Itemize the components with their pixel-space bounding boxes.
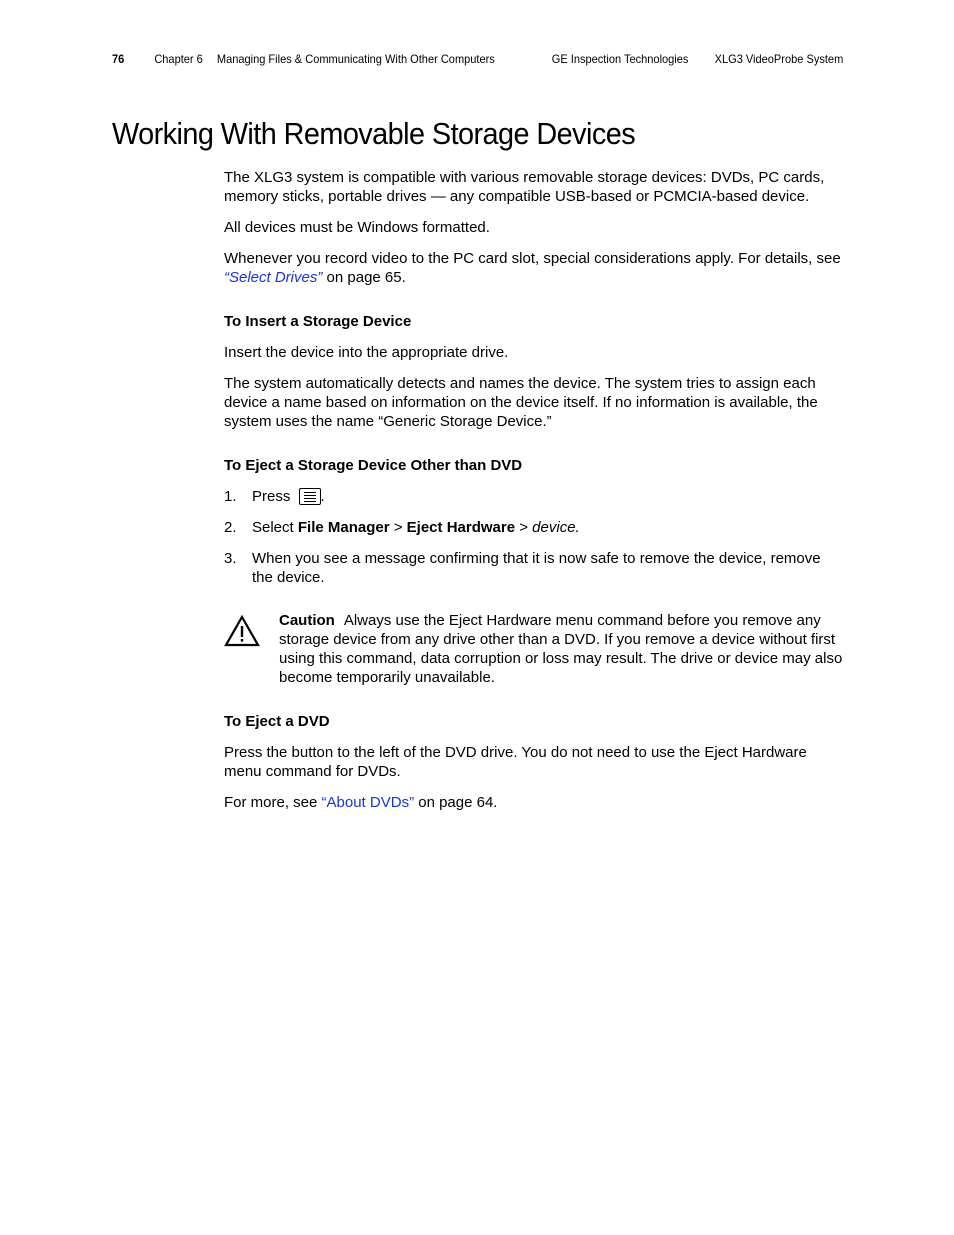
page-title: Working With Removable Storage Devices	[112, 116, 636, 151]
eject-steps	[224, 487, 844, 587]
insert-heading: To Insert a Storage Device	[224, 313, 412, 330]
dvd-reference-page: on page 64.	[414, 794, 498, 811]
chapter-label: Chapter 6	[154, 52, 203, 66]
menu-separator: >	[515, 519, 533, 536]
menu-button-icon	[299, 488, 321, 505]
step-number: 2.	[224, 519, 237, 536]
eject-step-2	[224, 518, 844, 537]
dvd-reference-text: For more, see	[224, 794, 322, 811]
insert-detection-note: The system automatically detects and names the device. The system tries to assign each device a name based on information on the device itself. If no information is available, the system uses the name “Generic Storage Device.”	[224, 375, 818, 430]
pc-card-note-page: on page 65.	[322, 269, 406, 286]
dvd-instructions: Press the button to the left of the DVD drive. You do not need to use the Eject Hardware menu command for DVDs.	[224, 744, 807, 780]
company-name: GE Inspection Technologies	[551, 52, 689, 66]
pc-card-note	[224, 249, 844, 287]
menu-separator: >	[389, 519, 407, 536]
chapter-title: Managing Files & Communicating With Other Computers	[216, 52, 495, 66]
about-dvds-link[interactable]: “About DVDs”	[321, 794, 415, 811]
pc-card-note-text: Whenever you record video to the PC card slot, special considerations apply. For details, see	[224, 250, 841, 267]
running-header	[112, 52, 844, 70]
eject-step-3	[224, 549, 844, 587]
step-text: Select	[252, 519, 298, 536]
eject-step-1	[224, 487, 844, 506]
step-text: When you see a message confirming that it is now safe to remove the device, remove the device.	[252, 550, 821, 586]
dvd-reference	[224, 793, 844, 812]
step-end: .	[320, 488, 325, 505]
main-content	[224, 168, 844, 824]
device-placeholder: device.	[532, 519, 580, 536]
page-number: 76	[112, 52, 125, 66]
file-manager-menu: File Manager	[297, 519, 390, 536]
eject-heading: To Eject a Storage Device Other than DVD	[224, 457, 523, 474]
intro-paragraph: The XLG3 system is compatible with various removable storage devices: DVDs, PC cards, memory sticks, portable drives — any compatible USB-based or PCMCIA-based device.	[224, 169, 825, 205]
windows-format-note: All devices must be Windows formatted.	[224, 219, 490, 236]
warning-triangle-icon	[224, 615, 260, 647]
caution-note	[224, 611, 844, 687]
step-number: 3.	[224, 550, 237, 567]
step-number: 1.	[224, 488, 237, 505]
select-drives-link[interactable]: “Select Drives”	[224, 269, 323, 286]
insert-step: Insert the device into the appropriate drive.	[224, 344, 509, 361]
caution-label: Caution	[279, 612, 335, 629]
step-text: Press	[252, 488, 291, 505]
caution-text: Always use the Eject Hardware menu command before you remove any storage device from any drive other than a DVD. If you remove a device without first using this command, data corruption or loss may result. The drive or device may also become temporarily unavailable.	[279, 612, 843, 686]
dvd-heading: To Eject a DVD	[224, 713, 330, 730]
product-name: XLG3 VideoProbe System	[714, 52, 844, 66]
eject-hardware-menu: Eject Hardware	[406, 519, 516, 536]
